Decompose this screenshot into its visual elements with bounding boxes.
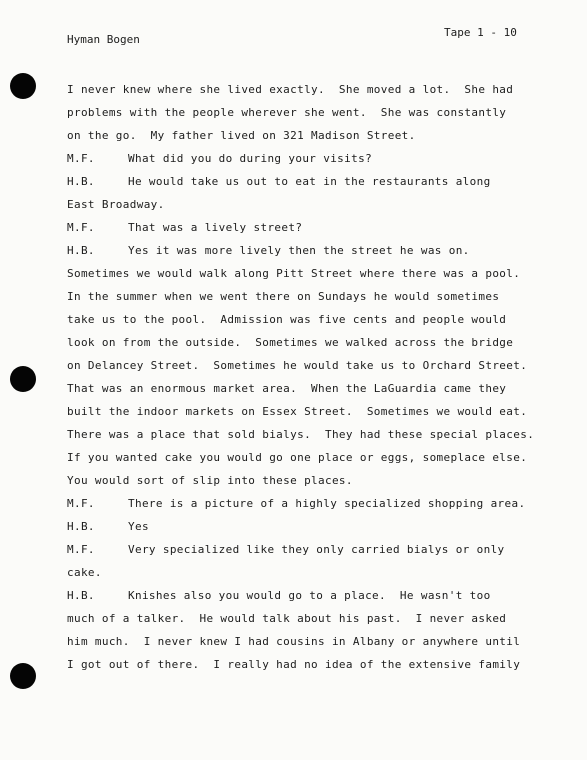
transcript-line: M.F. Very specialized like they only carried bialys or only [67,538,582,561]
transcript-line: built the indoor markets on Essex Street. Sometimes we would eat. [67,405,528,418]
transcript-line: on the go. My father lived on 321 Madison Street. [67,129,416,142]
transcript-line: M.F. That was a lively street? [67,216,582,239]
transcript-line: In the summer when we went there on Sundays he would sometimes [67,290,500,303]
transcript-line: H.B. Yes [67,515,582,538]
transcript-line: M.F. What did you do during your visits? [67,147,582,170]
speaker-label: H.B. [67,589,95,602]
speaker-label: M.F. [67,497,95,510]
speaker-label: H.B. [67,244,95,257]
transcript-body [67,78,582,676]
transcript-line: much of a talker. He would talk about his past. I never asked [67,612,507,625]
transcript-line: look on from the outside. Sometimes we walked across the bridge [67,336,514,349]
speaker-label: M.F. [67,221,95,234]
transcript-line: East Broadway. [67,198,165,211]
interviewee-name: Hyman Bogen [67,33,140,46]
transcript-line: There was a place that sold bialys. They had these special places. [67,428,535,441]
speaker-label: H.B. [67,520,95,533]
binder-hole-bottom [10,663,36,689]
transcript-line: H.B. Yes it was more lively then the street he was on. [67,239,582,262]
binder-hole-middle [10,366,36,392]
transcript-line: If you wanted cake you would go one place or eggs, someplace else. [67,451,528,464]
transcript-line: I never knew where she lived exactly. She moved a lot. She had [67,83,514,96]
speaker-label: M.F. [67,152,95,165]
speaker-label: H.B. [67,175,95,188]
transcript-line: cake. [67,566,102,579]
transcript-line: I got out of there. I really had no idea of the extensive family [67,658,521,671]
transcript-line: You would sort of slip into these places. [67,474,353,487]
transcript-line: That was an enormous market area. When the LaGuardia came they [67,382,507,395]
transcript-line: on Delancey Street. Sometimes he would take us to Orchard Street. [67,359,528,372]
transcript-line: H.B. Knishes also you would go to a place. He wasn't too [67,584,582,607]
transcript-line: M.F. There is a picture of a highly specialized shopping area. [67,492,582,515]
transcript-line: Sometimes we would walk along Pitt Street where there was a pool. [67,267,521,280]
speaker-label: M.F. [67,543,95,556]
binder-hole-top [10,73,36,99]
transcript-line: H.B. He would take us out to eat in the restaurants along [67,170,582,193]
transcript-line: him much. I never knew I had cousins in Albany or anywhere until [67,635,521,648]
transcript-line: take us to the pool. Admission was five cents and people would [67,313,507,326]
tape-page-label: Tape 1 - 10 [444,26,517,39]
transcript-line: problems with the people wherever she went. She was constantly [67,106,507,119]
